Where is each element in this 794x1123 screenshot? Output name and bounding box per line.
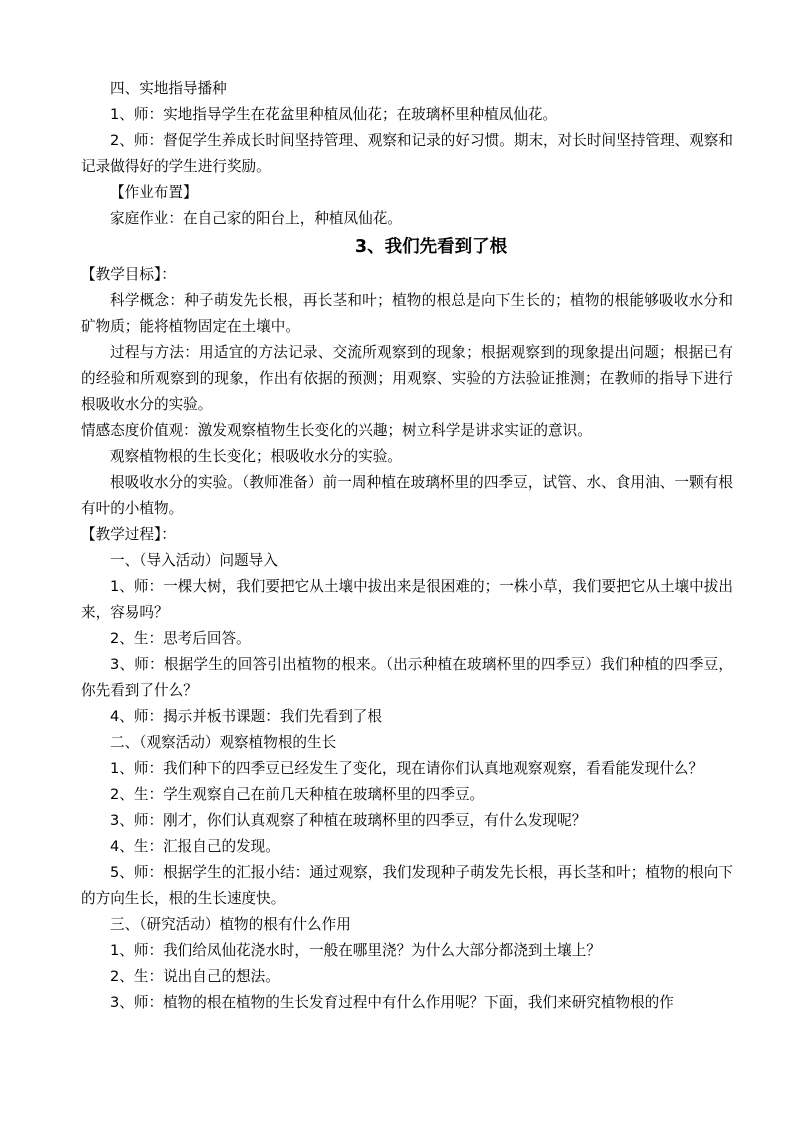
paragraph: 2、生：思考后回答。 bbox=[110, 630, 251, 647]
section-heading: 一、（导入活动）问题导入 bbox=[110, 552, 278, 569]
paragraph: 4、生：汇报自己的发现。 bbox=[110, 838, 280, 855]
paragraph: 科学概念：种子萌发先长根，再长茎和叶；植物的根总是向下生长的；植物的根能够吸收水分和矿物质；能将植物固定在土壤中。 bbox=[81, 292, 733, 335]
paragraph: 2、生：说出自己的想法。 bbox=[110, 968, 280, 985]
paragraph: 1、师：实地指导学生在花盆里种植凤仙花；在玻璃杯里种植凤仙花。 bbox=[110, 106, 558, 123]
lesson-title: 3、我们先看到了根 bbox=[354, 237, 508, 257]
objectives-heading: 【教学目标】： bbox=[81, 266, 176, 283]
paragraph: 2、师：督促学生养成长时间坚持管理、观察和记录的好习惯。期末，对长时间坚持管理、观察和记录做得好的学生进行奖励。 bbox=[81, 132, 733, 175]
paragraph: 1、师：一棵大树，我们要把它从土壤中拔出来是很困难的；一株小草，我们要把它从土壤中拔出来，容易吗？ bbox=[81, 578, 733, 621]
paragraph: 3、师：刚才，你们认真观察了种植在玻璃杯里的四季豆，有什么发现呢？ bbox=[110, 812, 587, 829]
paragraph: 家庭作业：在自己家的阳台上，种植凤仙花。 bbox=[110, 210, 402, 227]
paragraph: 根吸收水分的实验。（教师准备）前一周种植在玻璃杯里的四季豆，试管、水、食用油、一颗有根有叶的小植物。 bbox=[81, 474, 733, 517]
paragraph: 过程与方法：用适宜的方法记录、交流所观察到的现象；根据观察到的现象提出问题；根据已有的经验和所观察到的现象，作出有依据的预测；用观察、实验的方法验证推测；在教师的指导下进行根吸收水分的实验。 bbox=[81, 344, 733, 413]
paragraph: 情感态度价值观：激发观察植物生长变化的兴趣；树立科学是讲求实证的意识。 bbox=[81, 422, 592, 439]
paragraph: 3、师：植物的根在植物的生长发育过程中有什么作用呢？下面，我们来研究植物根的作 bbox=[110, 994, 674, 1011]
section-heading: 二、（观察活动）观察植物根的生长 bbox=[110, 734, 337, 751]
paragraph: 5、师：根据学生的汇报小结：通过观察，我们发现种子萌发先长根，再长茎和叶；植物的根向下的方向生长，根的生长速度快。 bbox=[81, 864, 733, 907]
paragraph: 2、生：学生观察自己在前几天种植在玻璃杯里的四季豆。 bbox=[110, 786, 485, 803]
process-heading: 【教学过程】： bbox=[81, 526, 176, 543]
paragraph: 4、师：揭示并板书课题：我们先看到了根 bbox=[110, 708, 382, 725]
section-heading-sowing: 四、实地指导播种 bbox=[110, 80, 227, 97]
paragraph: 观察植物根的生长变化；根吸收水分的实验。 bbox=[110, 448, 402, 465]
paragraph: 1、师：我们种下的四季豆已经发生了变化，现在请你们认真地观察观察，看看能发现什么？ bbox=[110, 760, 704, 777]
document-page bbox=[81, 76, 733, 1016]
paragraph: 3、师：根据学生的回答引出植物的根来。（出示种植在玻璃杯里的四季豆）我们种植的四季豆，你先看到了什么？ bbox=[81, 656, 733, 699]
paragraph: 1、师：我们给凤仙花浇水时，一般在哪里浇？为什么大部分都浇到土壤上？ bbox=[110, 942, 601, 959]
homework-heading: 【作业布置】 bbox=[110, 184, 198, 201]
section-heading: 三、（研究活动）植物的根有什么作用 bbox=[110, 916, 351, 933]
